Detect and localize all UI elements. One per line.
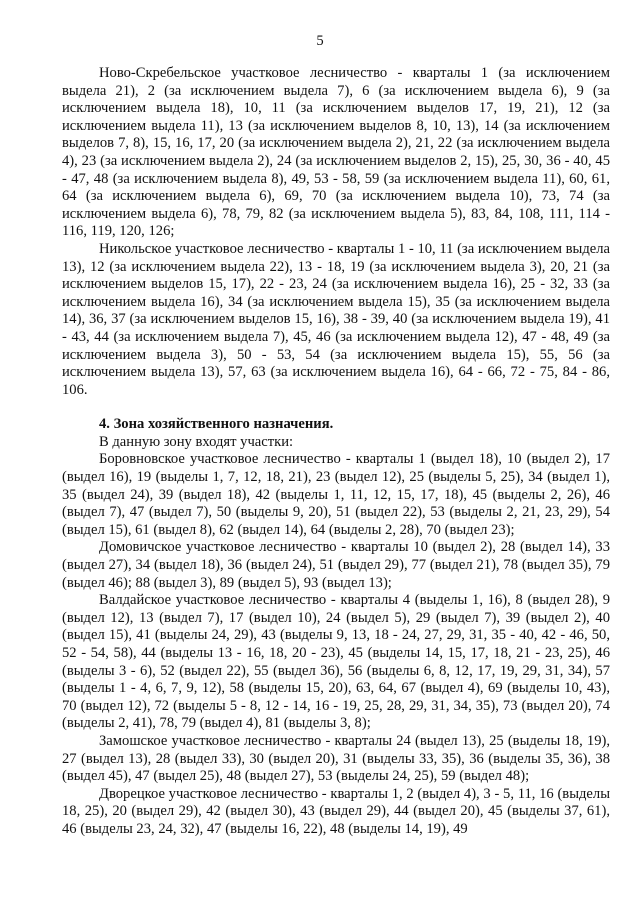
paragraph-zamoshskoe: Замошское участковое лесничество - кварталы 24 (выдел 13), 25 (выделы 18, 19), 27 (выдел 13), 28 (выдел 33), 30 (выдел 20), 31 (выделы 33, 35), 36 (выделы 35, 36), 38 (выдел 45), 47 (выдел 25), 48 (выдел 27), 53 (выделы 24, 25), 59 (выдел 48); [62,732,610,785]
paragraph-nikolskoe: Никольское участковое лесничество - кварталы 1 - 10, 11 (за исключением выдела 13), 12 (за исключением выдела 22), 13 - 18, 19 (за исключением выдела 3), 20, 21 (за исключением выделов 15, 17), 22 - 23, 24 (за исключением выдела 16), 25 - 32, 33 (за исключением выдела 16), 34 (за исключением выдела 15), 35 (за исключением выдела 14), 36, 37 (за исключением выделов 15, 16), 38 - 39, 40 (за исключением выдела 19), 41 - 43, 44 (за исключением выдела 7), 45, 46 (за исключением выдела 12), 47 - 48, 49 (за исключением выдела 3), 50 - 53, 54 (за исключением выдела 15), 55, 56 (за исключением выдела 13), 57, 63 (за исключением выдела 16), 64 - 66, 72 - 75, 84 - 86, 106. [62,240,610,398]
document-body [62,65,610,839]
paragraph-valdayskoe: Валдайское участковое лесничество - кварталы 4 (выделы 1, 16), 8 (выдел 28), 9 (выдел 12), 13 (выдел 7), 17 (выдел 10), 24 (выдел 5), 29 (выдел 7), 39 (выдел 2), 40 (выдел 15), 41 (выделы 24, 29), 43 (выделы 9, 13, 18 - 24, 27, 29, 31, 35 - 40, 42 - 46, 50, 52 - 54, 58), 44 (выделы 13 - 16, 18, 20 - 23), 45 (выделы 14, 15, 17, 18, 21 - 23, 25), 46 (выделы 3 - 6), 52 (выдел 22), 55 (выдел 36), 56 (выделы 6, 8, 12, 17, 19, 29, 31, 34), 57 (выделы 1 - 4, 6, 7, 9, 12), 58 (выделы 15, 20), 63, 64, 67 (выдел 4), 69 (выделы 10, 43), 70 (выдел 12), 72 (выделы 5 - 8, 12 - 14, 16 - 19, 25, 28, 29, 31, 34, 35), 73 (выдел 20), 74 (выделы 2, 41), 78, 79 (выдел 4), 81 (выделы 3, 8); [62,592,610,732]
page-number: 5 [316,33,324,49]
paragraph-domovichskoe: Домовичское участковое лесничество - кварталы 10 (выдел 2), 28 (выдел 14), 33 (выдел 27), 34 (выдел 18), 36 (выдел 24), 51 (выдел 29), 77 (выдел 21), 78 (выдел 35), 79 (выдел 46); 88 (выдел 3), 89 (выдел 5), 93 (выдел 13); [62,539,610,591]
section-heading: 4. Зона хозяйственного назначения. [99,416,334,433]
paragraph-borovnovskoe: Боровновское участковое лесничество - кварталы 1 (выдел 18), 10 (выдел 2), 17 (выдел 16), 19 (выделы 1, 7, 12, 18, 21), 23 (выдел 12), 25 (выделы 5, 25), 34 (выдел 1), 35 (выдел 24), 39 (выдел 18), 42 (выделы 1, 11, 12, 15, 17, 18), 45 (выделы 2, 26), 46 (выдел 7), 47 (выдел 7), 50 (выделы 9, 20), 51 (выдел 22), 53 (выделы 2, 21, 23, 29), 54 (выдел 15), 61 (выдел 8), 62 (выдел 14), 64 (выделы 2, 28), 70 (выдел 23); [62,451,610,538]
paragraph-novo-skrebelskoe: Ново-Скребельское участковое лесничество - кварталы 1 (за исключением выдела 21), 2 (за исключением выдела 7), 6 (за исключением выдела 6), 9 (за исключением выдела 18), 10, 11 (за исключением выделов 17, 19, 21), 12 (за исключением выдела 11), 13 (за исключением выделов 8, 10, 13), 14 (за исключением выделов 7, 8), 15, 16, 17, 20 (за исключением выдела 2), 21, 22 (за исключением выдела 4), 23 (за исключением выдела 2), 24 (за исключением выделов 2, 15), 25, 30, 36 - 40, 45 - 47, 48 (за исключением выдела 8), 49, 53 - 58, 59 (за исключением выдела 11), 60, 61, 64 (за исключением выдела 6), 69, 70 (за исключением выдела 10), 73, 74 (за исключением выдела 6), 78, 79, 82 (за исключением выдела 5), 83, 84, 108, 111, 114 - 116, 119, 120, 126; [62,65,610,240]
paragraph-dvoretskoe: Дворецкое участковое лесничество - кварталы 1, 2 (выдел 4), 3 - 5, 11, 16 (выделы 18, 25), 20 (выдел 29), 42 (выдел 30), 43 (выдел 29), 44 (выдел 20), 45 (выделы 37, 61), 46 (выделы 23, 24, 32), 47 (выделы 16, 22), 48 (выделы 14, 19), 49 [62,785,610,837]
section-intro: В данную зону входят участки: [99,433,294,450]
